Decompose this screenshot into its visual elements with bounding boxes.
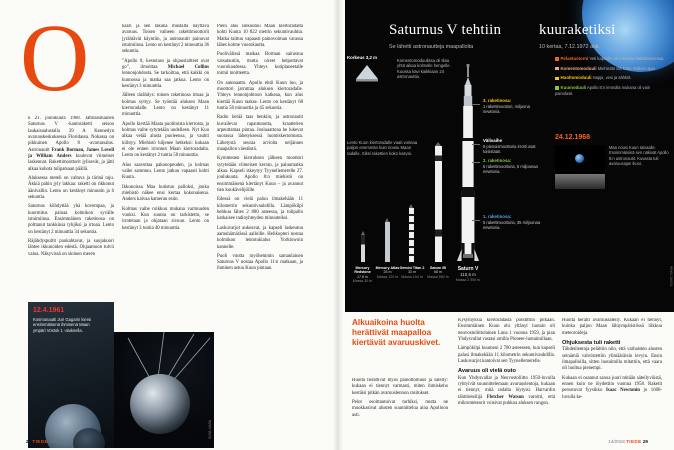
infographic-panel [345,0,674,312]
rocket-label: Gemini Titan 2 33 m Massa 154 tn [399,266,425,279]
paragraph: Ikkunoissa Maa kutistuu palloksi, jonka miehistö näkee ensi kertaa kokonaisena. Anders kaivaa kameran esiin. [122,184,209,203]
gagarin-photo [28,302,114,448]
pull-quote: Alkuaikoina huolta herättivät maapalloa kiertävät avaruuskivet. [352,318,441,347]
rocket-label: Saturn IB 68 m Massa 590 tn [427,266,449,279]
paragraph: ”Apollo 8, kestotaso ja ohjauslaitteet ovat go”, ilmoittaa Michael Collins lennonjohdosta. Se tarkoittaa, että kaikki on kunnossa ja matka saa jatkua. Lento on kestänyt 3 minuuttia. [122,58,209,89]
scientist-name: Fletcher Watson [486,394,524,400]
paragraph: Jälleen tärähdys: toinen raketinosa irtoaa ja kolmas syttyy. Se työntää aluksen Maan kiertoradalle. Lento on kestänyt 11 minuuttia. [122,93,209,118]
paragraph: Puolivälissä matkaa Borman sairastuu vatsatautiin, mutta oireet helpottavat vuorokaudessa. Yhteys kotiplaneetalle toimii moitteetta. [217,52,303,77]
infographic-subtitle-right: 10 kertaa, 7.12.1972 asti. [539,44,600,50]
paragraph: Laskuvarjot aukeavat, ja kapseli laskeutuu aamuhämärässä aalloille. Helikopteri nostaa kolmikon lentotukialus Yorktownin kannelle. [217,225,303,250]
paragraph: Tähdenlentoja pelättiin niin, että varhaisten alusten seinämiä vahvistettiin ylimääräisin levyin. Ensin ilmapalloilla, sitten luotaimilla mitattiin, että vaara oli luultua pienempi. [562,347,662,372]
rocket-label: Mercury Redstone 17,8 m Massa 30 tn [352,266,373,284]
saturn-v-rocket [456,64,480,262]
paragraph: Kysymyksiä kiertoradasta pohdittiin pitkään. Ensimmäinen Kuun ohi yltänyt luotain oli neuvostoliittolainen Luna 1 vuonna 1959, ja pian Yhdysvallat vastasi omilla Pioneer-luotaimillaan. [458,318,555,342]
capsule-note: Komentomoduulissa oli tilaa yhtä aikaa kolmelle hengelle. Kuussa kävi kaikkiaan 24 astronauttia. [397,58,451,80]
capsule-diagram [355,64,379,82]
paragraph: Aluksessa meteli on valtava ja tärinä raju. Äkkiä pahin jyly lakkaa: raketti on rikkonut äänivallin. Lento on kestänyt minuutin ja 6 sekuntia. [28,175,114,200]
leader-line [472,144,480,145]
photo-credit: KUVAT: NASA [669,266,673,287]
satellite-graphic [114,332,214,448]
leader-line [472,104,480,105]
color-swatch [555,57,559,61]
page-footer-left [26,439,66,444]
paragraph: Huolta herättivät myös painottomuus ja säteily: kukaan ei tiennyt varmasti, miten ihmiskeho kestäisi pitkän avaruuslennon rasitukset. [352,378,448,396]
rocket-nose [435,142,441,146]
paragraph: Pieni alus sinkoutuu Maan kiertoradalta kohti Kuuta 10 822 metrin sekuntivauhtia. Matka taittuu vapaasti painovoiman varassa lähes kolme vuorokautta. [217,24,303,48]
issue-number: 14/2018 [608,439,625,444]
legend-item: Huoltomoduuli Happi, vesi ja sähköt. [555,75,669,81]
helmet-visor-graphic [73,428,105,448]
paragraph: Alus saavuttaa pakonopeuden, ja kolmas vaihe sammuu. Lento jatkuu vapaasti kohti Kuuta. [122,162,209,181]
photo-date-label: 12.4.1961 [33,307,65,314]
text-column-6 [562,318,662,444]
paragraph: Edessä on vielä paluu ilmakehään 11 kilometrin sekuntivauhdilla. Lämpökilpi hehkuu lähes 2 800 asteessa, ja tulipallo katkaisee radioyhteyden minuuteiksi. [217,197,303,222]
paragraph: Kolmas vaihe roikkuu mukana varmuuden vuoksi. Kun suunta on tarkistettu, se irrotetaan ja ohjataan sivuun. Lento on kestänyt 3 tuntia 40 minuuttia. [122,206,209,231]
stage-callout-2: 2. raketinosa: 5 rakettimoottoria, 5 miljoonaa newtonia. [483,158,538,175]
paragraph: Puoli vuotta myöhemmin samanlainen Saturnus V nostaa Apollo 11:n matkaan, ja ihminen astuu Kuun pintaan. [217,253,303,272]
photo-caption: Kosmonautti Juri Gagarin kiersi ensimmäisenä ihmisenä Maan ympäri Vostok 1 -aluksella. [33,317,92,333]
paragraph: Räjähdyspultit paukahtavat, ja suojakuori lähtee ikkunoiden edestä. Ohjaamoon tulvii valoa. Näkyvissä on sininen meren [28,238,114,257]
capsule-height-label: Korkeus 3,2 m [347,55,378,60]
earthrise-photo [555,145,605,189]
paragraph: Apollo kiertää Maata puolitoista kierrosta, ja kolmas vaihe sytytetään uudelleen. Nyt Kuu alkaa vetää alusta puoleensa, ja vauhti kiihtyy. Miehistö hiljenee hetkeksi: kukaan ei ole ennen irronnut Maan kiertoradalta. Lento on kestänyt 2 tuntia 50 minuuttia. [122,121,209,159]
paragraph: Huolta herätti avaruussäteily. Kukaan ei tiennyt, kuinka paljon Maan lähiympäristössä liikkuu meteoroideja. [562,318,662,336]
rocket-gemini-titan [409,208,414,262]
rocket-label: Mercury Atlas 25 m Massa 120 tn [375,266,400,279]
earthrise-date-label: 24.12.1968 [555,134,591,141]
scale-note: Lento Kuun kiertoradalle vaati voimaa paljon enemmän kuin nousu Maan radalle. Siksi rakettien koko kasvoi. [347,140,418,156]
text-column-4 [352,378,448,442]
astronaut-names: Frank Borman, James Lovell ja William Anders [28,147,114,159]
paragraph: Kukaan ei osannut sanoa juuri mitään säteilyvöistä, ennen kuin ne löydettiin vuonna 1958. Raketit perustuvat fyysikko Isaac Newtonin jo 1600-luvulla ke- [562,375,662,400]
paragraph: kaari ja sen takana mustalta näyttävä avaruus. Toisen vaiheen rakettimoottorit jyrähtävät käyntiin, ja astronautit painuvat istuimiinsa. Lento on kestänyt 2 minuuttia 36 sekuntia. [122,24,209,55]
satellite-photo [114,332,214,448]
scientist-name: Isaac Newtonin [605,388,640,394]
paragraph: Kun Yhdysvallat ja Neuvostoliitto 1950-luvulla ryhtyivät suunnittelemaan avaruuslentoja, kukaan ei tiennyt, mitä radalta löytyisi. Harvardin tähtitieteilijä Fletcher Watson varoitti, että mikrometeorit voisivat puhkoa aluksen rungon. [458,375,555,407]
color-swatch [555,67,559,71]
page-gutter [333,0,343,450]
legend-item: Pelastustorni Veti kapselin irti raketista hätätilanteessa. [555,56,669,62]
color-swatch [555,86,559,90]
infographic-title-left: Saturnus V tehtiin [389,22,502,38]
stage-callout-1: 1. raketinosa: 5 rakettimoottoria, 35 miljoonaa newtonia. [483,214,541,231]
dropcap-initial: O [20,4,90,111]
paragraph: Saturnus kiihdyttää yhä kovempaa, ja kuormitus painaa kolmikon syvälle istuimiinsa. Ensimmäinen raketinosa on polttanut tankkinsa tyhjiksi ja irtoaa. Lento on kestänyt 2 minuuttia 34 sekuntia. [28,204,114,235]
stage-callout-3: 3. raketinosa: 1 rakettimoottori, miljoona newtonia. [483,98,530,115]
rocket-mercury-atlas [385,222,390,262]
leader-line [472,162,480,163]
section-heading-avaruus: Avaruus oli vielä outo [458,368,516,375]
paragraph: Kymmenen kierroksen jälkeen moottori sytytetään viimeisen kerran, ja paluumatka alkaa. Kapseli iskeytyy Tyynellemerelle 27. joulukuuta. Apollo 8:n miehistö on ensimmäisenä kiertänyt Kuun – ja avannut tien kuukävelijöille. [217,156,303,193]
text-column-1 [28,116,114,298]
magazine-brand: TIEDE [32,439,48,444]
paragraph: Lämpökilpi kuumeni 2 700 asteeseen, kun kapseli palasi ilmakehään 11 kilometrin sekuntivauhdilla. Laskuvarjot kantoivat sen Tyynellemerelle. [458,346,555,364]
color-swatch [555,77,559,81]
text-column-2 [122,24,209,328]
rocket-mercury-redstone [361,235,365,262]
rocket-label-saturn-v: Saturn V 110,6 m Massa 2 900 tn [455,266,481,282]
page-footer-right [608,439,648,444]
rocket-saturn-ib [435,146,442,262]
moon-surface-graphic [555,174,605,189]
earth-in-sky-graphic [575,154,584,163]
text-column-5 [458,318,555,444]
capcom-name: Michael Collins [167,64,209,70]
paragraph: Pelot osoittautuivat turhiksi, mutta ne muokkasivat alusten suunnittelua aina Apolloon asti. [352,399,448,418]
paragraph: Radio herää taas henkiin, ja astronautit kuvailevat rapautunutta, kraatterien arpeuttamaa pintaa. Jouluaattona he lukevat suorassa lähetyksessä luomiskertomusta. Lähetystä seuraa arviolta neljännes maapallon väestöstä. [217,115,303,152]
paragraph: On aatonaatto. Apollo ehtii Kuun luo, ja moottori jarruttaa aluksen kiertoradalle. Yhteys lennonjohtoon katkeaa, kun alus kiertää Kuun taakse. Lento on kestänyt 68 tuntia 58 minuuttia ja 45 sekuntia. [217,80,303,111]
rocket-nose [361,231,365,235]
paragraph: n 21. joulukuuta 1968. Jättiläismäinen Saturnus V -kantoraketti seisoo laukaisualustalla 39 A Kennedyn avaruuskeskuksessa Floridassa. Nokassa on pikkuinen Apollo 8 -avaruusalus. Astronautit Frank Borman, James Lovell ja William Anders kuulevat viimeiset laskennat. Rakettimoottorit jylisevät, ja jätti alkaa kohota tulipatsaan päällä. [28,116,114,172]
component-legend [555,56,669,100]
earthrise-caption: Maa nousi Kuun taivaalle. Ensimmäisinä sen näkivät Apollo 8:n astronautit. Kuvasta tuli avaruusajan ikoni. [609,145,669,166]
rocket-nose [409,204,413,208]
section-heading-ohjus: Ohjuksesta tuli raketti [562,339,621,346]
rocket-nose [385,218,389,222]
text-column-3 [217,24,303,438]
infographic-subtitle-left: Se lähetti astronautteja maapallolta [389,44,474,50]
legend-item: Kuumoduuli Apollo 8:n lennolla mukana oli vain painolasti. [555,85,651,96]
page-number: 29 [642,439,648,444]
infographic-title-right: kuuraketiksi [539,22,616,38]
photo-credit: KUVA: NASA [208,420,212,439]
magazine-brand: TIEDE [626,439,642,444]
issue-number: 14/2018 [49,439,66,444]
legend-item: Komentomoduuli Miehistön tila koko matkan ajan. [555,66,669,72]
stage-callout-interstage: Välivaihe 9 pienoismoottoria irrotti osat toisistaan. [483,138,536,155]
page-number: 28 [26,439,32,444]
leader-line [472,220,480,221]
